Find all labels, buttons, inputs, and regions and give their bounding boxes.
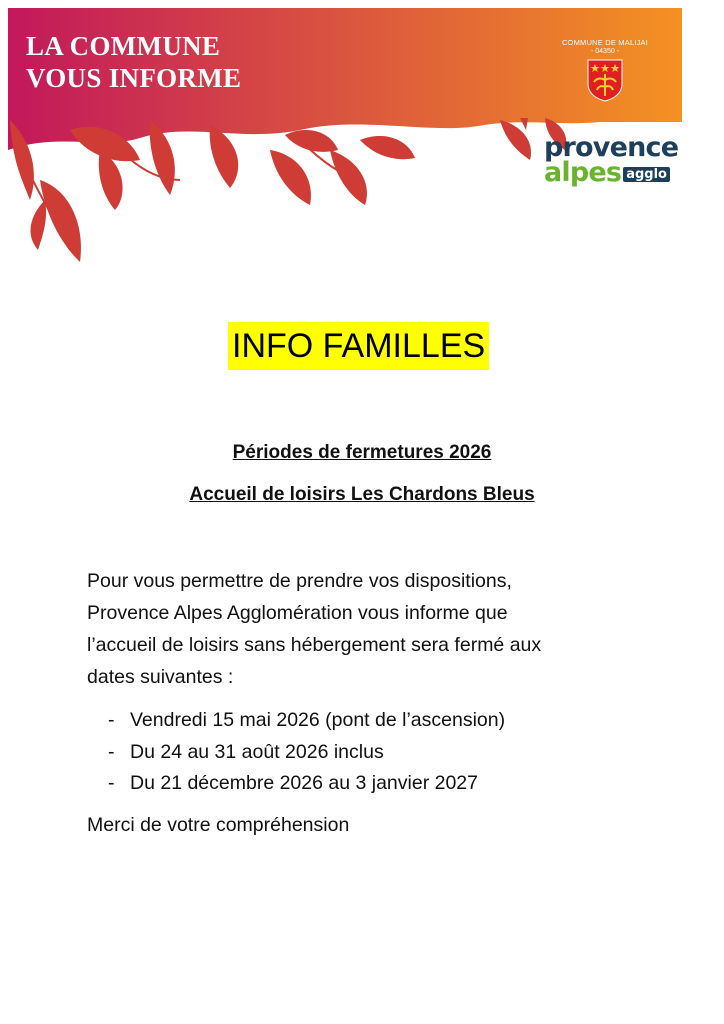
closure-date: Du 21 décembre 2026 au 3 janvier 2027	[130, 772, 478, 794]
banner-title-line2: VOUS INFORME	[26, 63, 242, 93]
list-item	[108, 768, 505, 800]
banner-title	[26, 30, 241, 94]
logo-second-line	[544, 159, 684, 187]
commune-postal-code: - 04350 -	[590, 48, 620, 55]
intro-paragraph	[87, 565, 647, 693]
closure-periods-subtitle: Périodes de fermetures 2026	[232, 442, 492, 463]
list-item	[108, 705, 505, 737]
logo-alpes: alpes	[544, 157, 622, 188]
bullet-dash: -	[108, 772, 115, 794]
bullet-dash: -	[108, 740, 115, 763]
paragraph-line: Provence Alpes Agglomération vous informe que	[87, 602, 508, 624]
header-banner	[0, 0, 724, 270]
paragraph-line: dates suivantes :	[87, 666, 234, 688]
closure-dates-list	[108, 705, 505, 800]
provence-alpes-agglo-logo	[544, 134, 684, 187]
bullet-dash: -	[108, 709, 115, 731]
info-familles-heading: INFO FAMILLES	[228, 322, 489, 370]
paragraph-line: Pour vous permettre de prendre vos dispositions,	[87, 570, 512, 592]
center-name-subtitle: Accueil de loisirs Les Chardons Bleus	[189, 484, 535, 505]
paragraph-line: l’accueil de loisirs sans hébergement sera fermé aux	[87, 634, 542, 656]
logo-agglo-badge: agglo	[623, 167, 670, 182]
closing-remark: Merci de votre compréhension	[87, 814, 350, 836]
banner-title-line1: LA COMMUNE	[26, 31, 221, 61]
logo-provence: provence	[544, 132, 679, 163]
foliage-decoration	[10, 118, 566, 262]
closure-date: Du 24 au 31 août 2026 inclus	[130, 740, 384, 763]
commune-crest	[560, 38, 650, 102]
commune-name: COMMUNE DE MALIJAI	[561, 38, 649, 47]
closure-date: Vendredi 15 mai 2026 (pont de l’ascension)	[130, 709, 506, 731]
coat-of-arms-icon	[586, 58, 624, 102]
list-item	[108, 737, 505, 769]
